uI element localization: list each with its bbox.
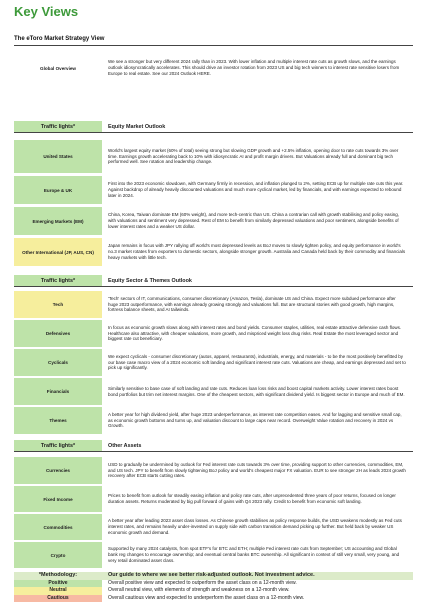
other-text: USD to gradually be undermined by outlook for Fed interest rate cuts towards 3% over time, providing support to other currencies, commodities, EM, and US tech. JPY to benefit from slowly tightening BoJ policy and world's cheapest major FX valuation. EUR to see stronger 2H as leads 2024 growth recovery after ECB starts cutting rates. bbox=[108, 461, 406, 479]
sector-row-tech bbox=[14, 291, 413, 318]
sector-row-cyclicals bbox=[14, 349, 413, 376]
sector-row-themes bbox=[14, 407, 413, 434]
methodology-cautious bbox=[14, 595, 413, 603]
sector-row-defensives bbox=[14, 320, 413, 347]
equity-text: China, Korea, Taiwan dominate EM (60% weight), and more tech-centric than US. China a contrarian call with growth stabilising and policy easing, with valuations and sentiment very depressed. Rest of EM to benefit from similarly depressed valuations and poor sentiment, alongside benefits of lower interest rates and a weaker US dollar. bbox=[108, 212, 400, 229]
overview-row bbox=[14, 54, 413, 82]
methodology-header bbox=[14, 572, 413, 580]
equity-row-europe bbox=[14, 176, 413, 204]
methodology-label: Cautious bbox=[14, 595, 102, 603]
sector-label: Defensives bbox=[14, 320, 102, 347]
other-label: Commodities bbox=[14, 514, 102, 540]
other-section-header bbox=[14, 440, 413, 452]
other-text: Prices to benefit from outlook for steadily easing inflation and policy rate cuts, after unprecedented three years of poor returns, focused on longer duration assets. Returns moderated by big pull forward of gains with Q4 2023 rally. Credit to benefit from economic soft landing. bbox=[108, 493, 396, 504]
other-row-currencies bbox=[14, 457, 413, 484]
equity-row-us bbox=[14, 140, 413, 173]
other-row-commodities bbox=[14, 514, 413, 540]
equity-section-key: Traffic lights* bbox=[14, 121, 102, 132]
page-title: Key Views bbox=[14, 4, 79, 19]
equity-label: Other International (JP, AUS, CN) bbox=[14, 238, 102, 266]
other-section-title: Other Assets bbox=[108, 442, 142, 449]
sector-section-title: Equity Sector & Themes Outlook bbox=[108, 277, 192, 284]
sector-text: Similarly sensitive to base case of soft landing and rate cuts. Reduces loan loss risks and boost capital markets activity. Lower interest rates boost bond portfolios but trim net interest margins. One of the cheapest sectors, with significant dividend yield. Is biggest sector in Europe and much of EM. bbox=[108, 385, 405, 397]
methodology-title: Our guide to where we see better risk-adjusted outlook. Not investment advice. bbox=[108, 572, 315, 578]
other-text: Supported by many 2024 catalysts, from spot ETF's for BTC and ETH; multiple Fed interest rate cuts from September; US accounting and Global bank reg changes to encourage ownership; and eventual central banks BTC ownership. All significant in context of still very small, very young, and very retail dominated asset class. bbox=[108, 546, 400, 563]
equity-section-header bbox=[14, 121, 413, 133]
sector-text: 'Tech' sectors of IT, communications, consumer discretionary (Amazon, Tesla), dominate US and China. Expect more subdued performance after huge 2023 outperformance, with earnings already growing strongly and valuations full. But are structural stories with good growth, high margins, fortress balance sheets, and AI tailwinds. bbox=[108, 295, 396, 313]
sector-label: Themes bbox=[14, 407, 102, 434]
other-text: A better year after leading 2023 asset class losses. As Chinese growth stabilises as policy response builds, the USD weakens modestly as Fed cuts interest rates, and remains heavily under-invested on supply side with carbon transition demand picking up further. But held back by weaker US economic growth and demand. bbox=[108, 518, 402, 535]
sector-section-header bbox=[14, 275, 413, 287]
sector-text: A better year for high dividend yield, after huge 2023 underperformance, as interest rate competition eases. And for lagging and sensitive small cap, as economic growth bottoms and turns up, and valuation discount to large caps near record. Overweight Value rotation and recovery in 2024 vs Growth. bbox=[108, 411, 402, 429]
sector-label: Cyclicals bbox=[14, 349, 102, 376]
equity-text: First into the 2023 economic slowdown, with Germany firmly in recession, and inflation plunged to 2%, setting ECB up for multiple rate cuts this year. Against backdrop of already heavily discounted valuations and much more cyclical market, led by financials, and with earnings expected to rebound later in 2024. bbox=[108, 181, 404, 198]
methodology-neutral bbox=[14, 587, 413, 595]
sector-text: We expect cyclicals - consumer discretionary (autos, apparel, restaurants), industrials, energy, and materials - to be the most positively benefitted by our base case macro view of a 2024 economic soft landing and significant interest rate cuts. Valuations are cheap, and earnings depressed and set to pick up significantly. bbox=[108, 353, 406, 371]
methodology-label: Positive bbox=[14, 580, 102, 588]
equity-text: Japan remains in focus with JPY rallying off world's most depressed levels as BoJ moves to slowly tighten policy, and equity performance in world's no.3 market rotates from exporters to domestic sectors, alongside stronger growth. Australia and Canada held back by their commodity and financials heavy markets with little tech. bbox=[108, 243, 406, 260]
equity-row-em bbox=[14, 207, 413, 235]
equity-row-other bbox=[14, 238, 413, 266]
overview-label: Global Overview bbox=[14, 54, 102, 82]
sector-row-financials bbox=[14, 378, 413, 405]
equity-label: Europe & UK bbox=[14, 176, 102, 204]
strategy-title: The eToro Market Strategy View bbox=[14, 34, 413, 46]
methodology-positive bbox=[14, 580, 413, 588]
other-label: Currencies bbox=[14, 457, 102, 484]
other-section-key: Traffic lights* bbox=[14, 440, 102, 451]
overview-text: We see a stronger but very different 2024 rally than in 2023. With lower inflation and multiple interest rate cuts as growth slows, and the earnings outlook idiosyncratically accelerates. This should drive an investor rotation from 2023 US and big tech winners to interest rate sensitive losers from Europe to real estate. See our 2024 Outlook HERE. bbox=[108, 59, 400, 76]
equity-text: World's largest equity market (60% of total) seeing strong but slowing GDP growth and +2.5% inflation, opening door to rate cuts towards 3% over time. Earnings growth accelerating back to 10% with idiosyncratic AI and profit margin drivers. But Valuations already full and dominant big tech performed well. See rotation and leadership change. bbox=[108, 147, 399, 165]
sector-text: In focus as economic growth slows along with interest rates and bond yields. Consumer staples, utilities, real estate attractive defensive cash flows. Healthcare also attractive, with cheaper valuations, more growth, and mispriced weight loss drug risks. Real Estate the most leveraged sector and biggest rate cut beneficiary. bbox=[108, 324, 402, 342]
equity-section-title: Equity Market Outlook bbox=[108, 123, 166, 130]
sector-label: Tech bbox=[14, 291, 102, 318]
methodology-key: *Methodology: bbox=[38, 572, 78, 578]
methodology-text: Overall neutral view, with elements of strength and weakness on a 12-month view. bbox=[108, 587, 290, 593]
other-label: Crypto bbox=[14, 542, 102, 568]
methodology-text: Overall cautious view and expected to underperform the asset class on a 12-month view. bbox=[108, 594, 305, 601]
equity-label: Emerging Markets (EM) bbox=[14, 207, 102, 235]
other-row-fixed-income bbox=[14, 486, 413, 512]
methodology-text: Overall positive view and expected to outperform the asset class on a 12-month view. bbox=[108, 579, 297, 586]
other-label: Fixed Income bbox=[14, 486, 102, 512]
sector-section-key: Traffic lights* bbox=[14, 275, 102, 286]
other-row-crypto bbox=[14, 542, 413, 568]
methodology-label: Neutral bbox=[14, 587, 102, 595]
sector-label: Financials bbox=[14, 378, 102, 405]
equity-label: United States bbox=[14, 140, 102, 173]
